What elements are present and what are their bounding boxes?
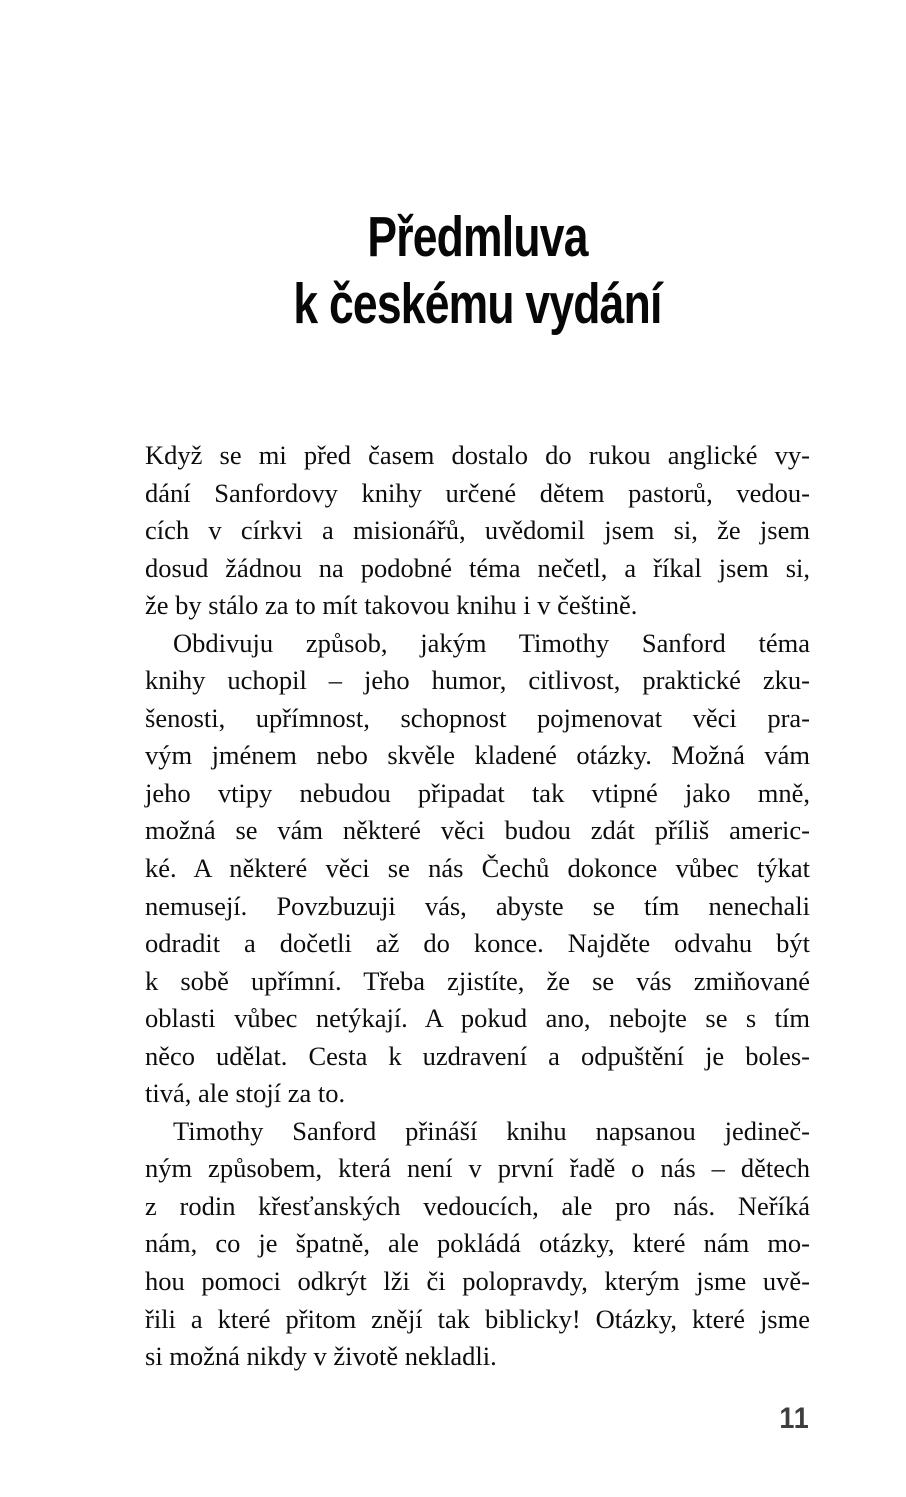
page-footer <box>145 1402 810 1436</box>
text-line: Obdivuju způsob, jakým Timothy Sanford téma <box>173 627 810 658</box>
text-line: že by stálo za to mít takovou knihu i v češtině. <box>145 590 638 621</box>
text-line: Timothy Sanford přináší knihu napsanou jedineč- <box>173 1115 810 1146</box>
text-line: nemusejí. Povzbuzuji vás, abyste se tím nenechali <box>145 890 810 921</box>
text-line: tivá, ale stojí za to. <box>145 1078 346 1109</box>
text-line: jeho vtipy nebudou připadat tak vtipné jako mně, <box>145 777 810 808</box>
text-line: něco udělat. Cesta k uzdravení a odpuštění je boles- <box>145 1040 810 1071</box>
page-number: 11 <box>779 1402 810 1435</box>
text-line: řili a které přitom znějí tak biblicky! Otázky, které jsme <box>145 1303 810 1334</box>
text-line: ké. A některé věci se nás Čechů dokonce vůbec týkat <box>145 853 810 884</box>
text-line: odradit a dočetli až do konce. Najděte odvahu být <box>145 928 810 959</box>
text-line: ným způsobem, která není v první řadě o nás – dětech <box>145 1153 810 1184</box>
text-line: dosud žádnou na podobné téma nečetl, a říkal jsem si, <box>145 552 810 583</box>
text-line: možná se vám některé věci budou zdát příliš americ- <box>145 815 810 846</box>
text-line: hou pomoci odkrýt lži či polopravdy, kterým jsme uvě- <box>145 1266 810 1297</box>
text-line: vým jménem nebo skvěle kladené otázky. Možná vám <box>145 740 810 771</box>
text-line: dání Sanfordovy knihy určené dětem pastorů, vedou- <box>145 477 810 508</box>
text-line: z rodin křesťanských vedoucích, ale pro nás. Neříká <box>145 1190 810 1221</box>
text-line: k sobě upřímní. Třeba zjistíte, že se vás zmiňované <box>145 965 810 996</box>
title-line-2: k českému vydání <box>293 272 662 337</box>
title-line-1: Předmluva <box>367 205 588 270</box>
text-line: Když se mi před časem dostalo do rukou anglické vy- <box>145 440 810 470</box>
text-line: oblasti vůbec netýkají. A pokud ano, nebojte se s tím <box>145 1003 810 1034</box>
body-text <box>145 437 810 1376</box>
page-title <box>218 204 737 338</box>
text-line: knihy uchopil – jeho humor, citlivost, praktické zku- <box>145 665 810 696</box>
text-line: si možná nikdy v životě nekladli. <box>145 1341 497 1372</box>
text-line: nám, co je špatně, ale pokládá otázky, které nám mo- <box>145 1228 810 1259</box>
text-line: cích v církvi a misionářů, uvědomil jsem si, že jsem <box>145 515 810 546</box>
text-line: šenosti, upřímnost, schopnost pojmenovat věci pra- <box>145 702 810 733</box>
